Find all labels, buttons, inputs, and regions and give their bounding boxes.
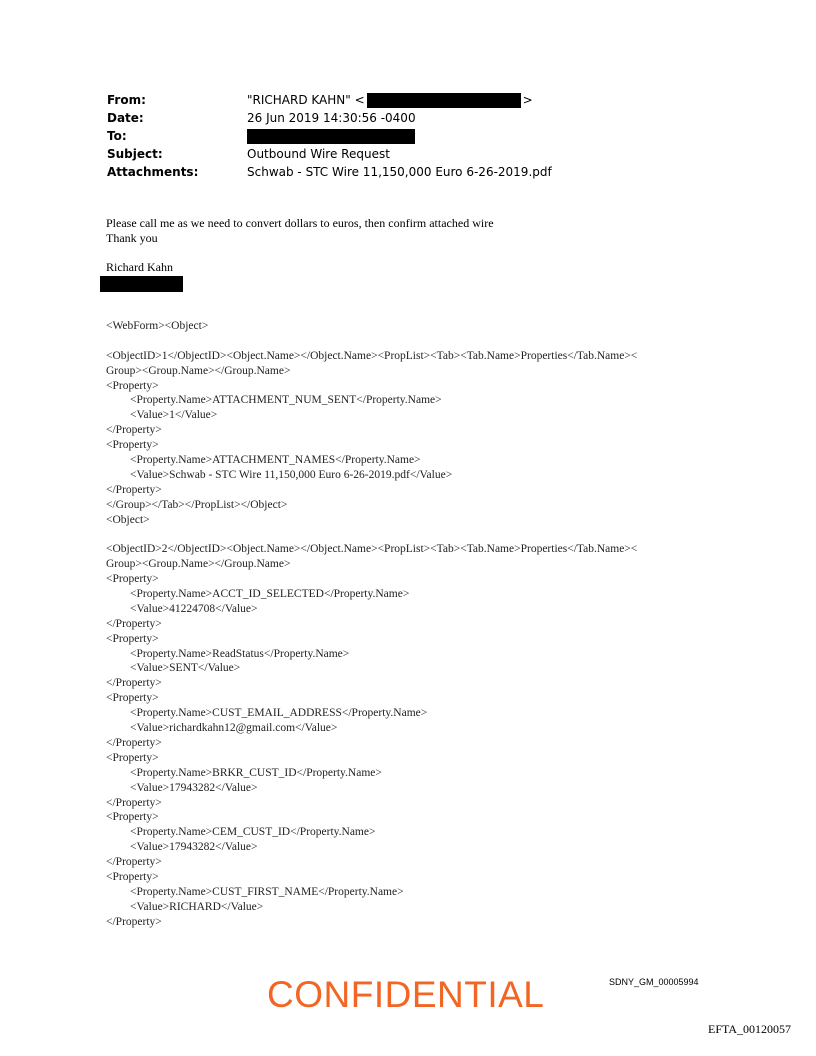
xml-line: Group><Group.Name></Group.Name>: [106, 558, 291, 571]
xml-line: <Property>: [106, 692, 159, 705]
redaction-box: [247, 129, 415, 144]
xml-line: <Property.Name>CUST_FIRST_NAME</Property.Name>: [130, 885, 404, 898]
xml-line: <Property.Name>CUST_EMAIL_ADDRESS</Property.Name>: [130, 707, 428, 720]
xml-line: <Value>Schwab - STC Wire 11,150,000 Euro 6-26-2019.pdf</Value>: [130, 468, 453, 481]
bates-number: SDNY_GM_00005994: [609, 977, 699, 987]
xml-line: <Value>17943282</Value>: [130, 781, 258, 794]
xml-line: [106, 527, 637, 542]
xml-line: <Property.Name>ATTACHMENT_NUM_SENT</Property.Name>: [130, 394, 442, 407]
from-label: From:: [107, 93, 146, 107]
xml-line: <Object>: [106, 513, 150, 526]
xml-line: </Property>: [106, 483, 162, 496]
xml-line: <Value>SENT</Value>: [130, 662, 241, 675]
xml-line: <ObjectID>2</ObjectID><Object.Name></Object.Name><PropList><Tab><Tab.Name>Properties</Tab.Name><: [106, 543, 638, 556]
redaction-box: [367, 93, 521, 108]
xml-line: <Property>: [106, 870, 159, 883]
from-close: >: [522, 93, 533, 107]
xml-line: Group><Group.Name></Group.Name>: [106, 364, 291, 377]
date-value: 26 Jun 2019 14:30:56 -0400: [247, 111, 416, 125]
xml-line: </Group></Tab></PropList></Object>: [106, 498, 288, 511]
xml-line: </Property>: [106, 856, 162, 869]
xml-line: <Value>1</Value>: [130, 409, 218, 422]
subject-value: Outbound Wire Request: [247, 147, 390, 161]
attachments-label: Attachments:: [107, 165, 199, 179]
from-value: [247, 93, 533, 108]
redaction-box: [100, 276, 183, 292]
attachments-value: Schwab - STC Wire 11,150,000 Euro 6-26-2019.pdf: [247, 165, 552, 179]
xml-line: <Value>RICHARD</Value>: [130, 900, 264, 913]
xml-block: [106, 319, 637, 930]
xml-line: <Value>richardkahn12@gmail.com</Value>: [130, 722, 338, 735]
xml-line: <Property.Name>ATTACHMENT_NAMES</Property.Name>: [130, 454, 421, 467]
subject-label: Subject:: [107, 147, 163, 161]
efta-number: EFTA_00120057: [708, 1022, 792, 1036]
xml-line: </Property>: [106, 677, 162, 690]
to-label: To:: [107, 129, 127, 143]
xml-line: <Property>: [106, 573, 159, 586]
xml-line: <Property>: [106, 439, 159, 452]
xml-line: <Property>: [106, 811, 159, 824]
message-line-1: Please call me as we need to convert dollars to euros, then confirm attached wire: [106, 216, 494, 230]
xml-line: <WebForm><Object>: [106, 320, 209, 332]
xml-line: <Property>: [106, 379, 159, 392]
xml-line: </Property>: [106, 617, 162, 630]
xml-line: <Property.Name>CEM_CUST_ID</Property.Name>: [130, 826, 376, 839]
xml-line: </Property>: [106, 736, 162, 749]
xml-line: <Property>: [106, 632, 159, 645]
to-value: [247, 129, 415, 144]
message-line-2: Thank you: [106, 231, 158, 245]
xml-line: <Value>41224708</Value>: [130, 602, 258, 615]
xml-line: [106, 334, 637, 349]
xml-line: <Property.Name>ACCT_ID_SELECTED</Property.Name>: [130, 588, 410, 601]
from-sender: "RICHARD KAHN" <: [247, 93, 365, 107]
xml-line: <Property>: [106, 751, 159, 764]
xml-line: <Property.Name>BRKR_CUST_ID</Property.Name>: [130, 766, 382, 779]
xml-line: </Property>: [106, 424, 162, 437]
xml-line: <Value>17943282</Value>: [130, 841, 258, 854]
xml-line: </Property>: [106, 915, 162, 928]
xml-line: </Property>: [106, 796, 162, 809]
signature-name: Richard Kahn: [106, 260, 173, 274]
xml-line: <Property.Name>ReadStatus</Property.Name>: [130, 647, 350, 660]
date-label: Date:: [107, 111, 144, 125]
xml-line: <ObjectID>1</ObjectID><Object.Name></Object.Name><PropList><Tab><Tab.Name>Properties</Tab.Name><: [106, 349, 638, 362]
confidential-stamp: CONFIDENTIAL: [267, 974, 545, 1015]
